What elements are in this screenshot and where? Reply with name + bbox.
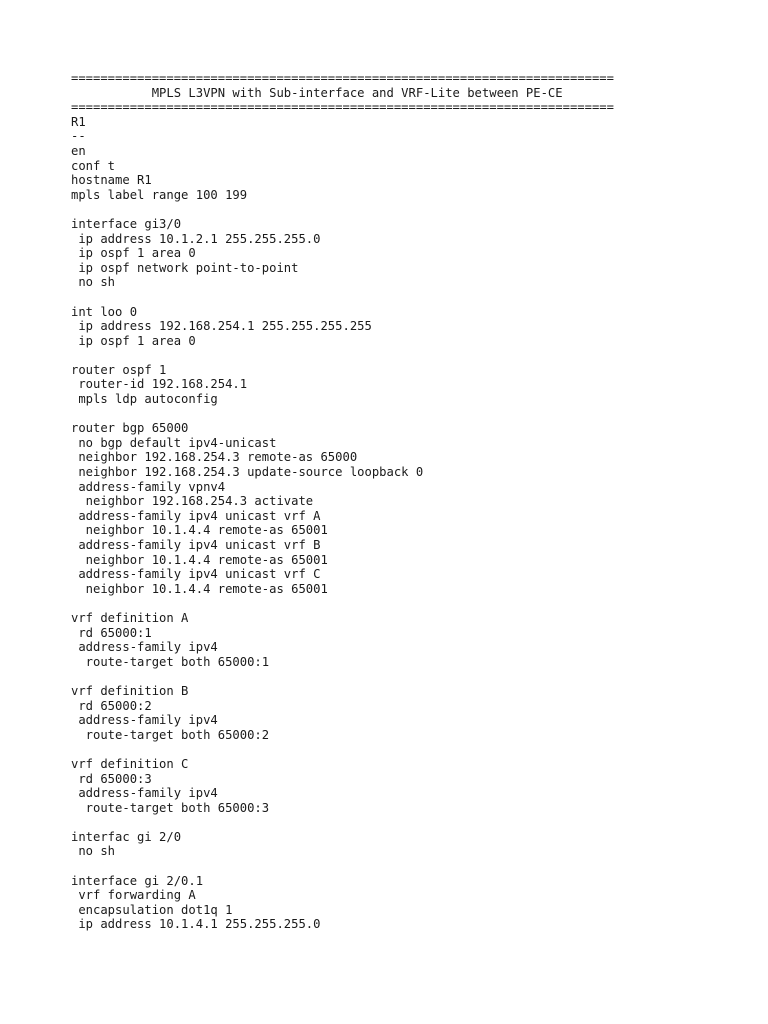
config-line: interface gi 2/0.1 [71,873,204,888]
config-line [71,859,761,874]
config-line: vrf definition C [71,756,189,771]
config-line: neighbor 192.168.254.3 activate [71,494,314,509]
config-line: ip ospf 1 area 0 [71,246,196,261]
separator-top: ========================================================================== [71,71,614,85]
config-line: no sh [71,844,116,859]
config-line: ip ospf network point-to-point [71,260,299,275]
document-page [71,71,761,932]
config-line: -- [71,129,86,144]
config-line: address-family vpnv4 [71,479,226,494]
config-line: route-target both 65000:1 [71,654,270,669]
config-line: interface gi3/0 [71,216,182,231]
config-line: vrf forwarding A [71,888,196,903]
config-line [71,348,761,363]
config-line: router bgp 65000 [71,421,189,436]
config-line: rd 65000:2 [71,698,152,713]
config-line: address-family ipv4 [71,640,218,655]
config-line: ip address 10.1.2.1 255.255.255.0 [71,231,321,246]
config-line: int loo 0 [71,304,138,319]
config-line: en [71,143,86,158]
config-line: interfac gi 2/0 [71,829,182,844]
config-line: no sh [71,275,116,290]
config-line: address-family ipv4 unicast vrf A [71,508,321,523]
config-line: ip address 192.168.254.1 255.255.255.255 [71,319,372,334]
config-line: mpls label range 100 199 [71,187,248,202]
config-line [71,815,761,830]
config-line: vrf definition A [71,610,189,625]
config-line [71,596,761,611]
config-line [71,742,761,757]
config-line: R1 [71,114,86,129]
config-line: neighbor 10.1.4.4 remote-as 65001 [71,581,328,596]
config-line: router-id 192.168.254.1 [71,377,248,392]
config-line [71,407,761,422]
config-line: ip address 10.1.4.1 255.255.255.0 [71,917,321,932]
config-line: vrf definition B [71,683,189,698]
config-line [71,202,761,217]
config-listing [71,115,761,932]
config-line [71,669,761,684]
config-line: route-target both 65000:3 [71,800,270,815]
config-line: route-target both 65000:2 [71,727,270,742]
config-line: ip ospf 1 area 0 [71,333,196,348]
config-line: no bgp default ipv4-unicast [71,435,277,450]
config-line: neighbor 192.168.254.3 remote-as 65000 [71,450,358,465]
config-line: conf t [71,158,116,173]
config-line: address-family ipv4 unicast vrf B [71,538,321,552]
config-line: mpls ldp autoconfig [71,392,218,407]
config-line: address-family ipv4 [71,786,218,801]
document-title: MPLS L3VPN with Sub-interface and VRF-Lite between PE-CE [71,85,563,100]
config-line: address-family ipv4 unicast vrf C [71,567,321,582]
config-line: neighbor 10.1.4.4 remote-as 65001 [71,552,328,567]
config-line: rd 65000:3 [71,771,152,786]
separator-bottom: ========================================================================== [71,100,614,115]
config-line [71,290,761,305]
config-line: neighbor 192.168.254.3 update-source loopback 0 [71,465,424,480]
config-line: neighbor 10.1.4.4 remote-as 65001 [71,523,328,538]
config-line: encapsulation dot1q 1 [71,902,233,917]
config-line: router ospf 1 [71,362,167,377]
config-line: address-family ipv4 [71,713,218,728]
config-line: rd 65000:1 [71,625,152,640]
config-line: hostname R1 [71,173,152,188]
